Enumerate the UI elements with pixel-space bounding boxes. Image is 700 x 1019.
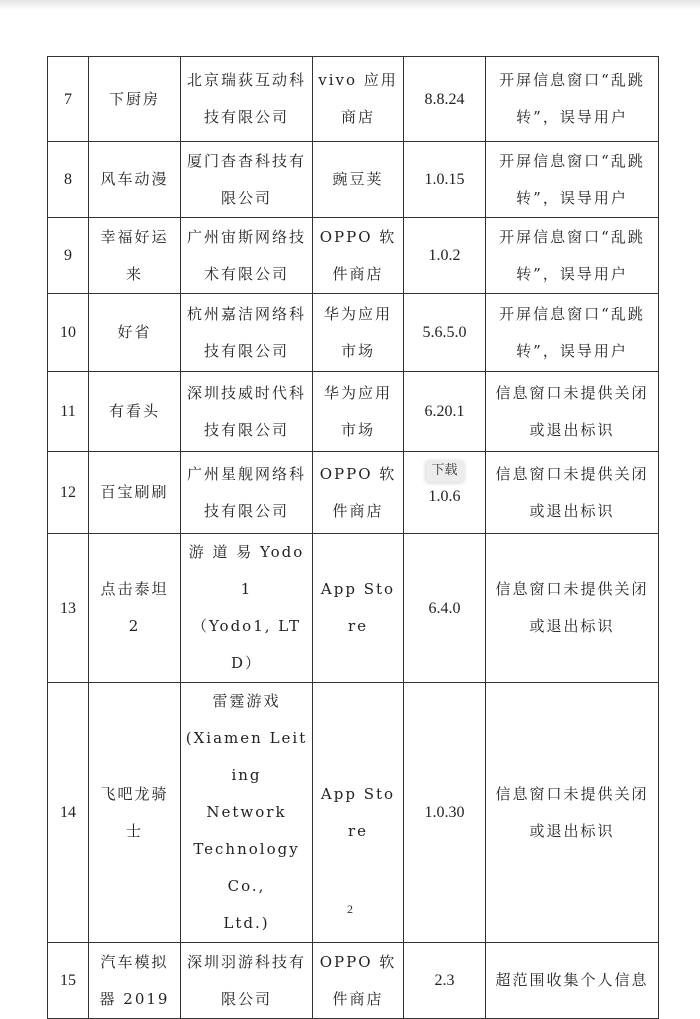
developer-name-line: 限公司 [220, 188, 272, 207]
app-store-line: 华为应用 [323, 383, 392, 402]
row-number: 8 [48, 142, 89, 218]
table-row [48, 294, 659, 372]
developer-name-line: 北京瑞荻互动科 [186, 71, 306, 89]
table-row [48, 372, 659, 452]
app-name-line: 器 2019 [99, 989, 170, 1008]
app-violation-table [47, 56, 659, 1019]
app-store [313, 142, 404, 218]
app-name-line: 百宝刷刷 [100, 483, 169, 501]
developer-name-line: （Yodo1, LTD） [191, 617, 302, 672]
app-name [89, 534, 181, 683]
app-store-line: App Store [320, 784, 396, 840]
violation-issue-line: 开屏信息窗口“乱跳 [499, 151, 645, 170]
developer-name-line: Ltd.) [223, 914, 270, 932]
developer-name-line: Technology Co., [193, 840, 300, 895]
app-store-line: OPPO 软 [319, 464, 397, 483]
app-name [89, 943, 181, 1019]
developer-name-line: 技有限公司 [203, 108, 289, 126]
app-store-line: App Store [320, 580, 396, 635]
table-row [48, 57, 659, 142]
app-name [89, 294, 181, 372]
viewer-top-shadow [0, 0, 700, 10]
app-store [313, 452, 404, 534]
app-store [313, 372, 404, 452]
app-name [89, 142, 181, 218]
row-number: 15 [48, 943, 89, 1019]
app-store-line: 豌豆荚 [332, 170, 384, 188]
app-name [89, 218, 181, 294]
app-store [313, 534, 404, 683]
app-version-text: 1.0.6 [428, 488, 461, 505]
page-number: 2 [347, 902, 353, 916]
table-row [48, 943, 659, 1019]
developer-name-line: 技有限公司 [203, 420, 289, 439]
app-store-line: 市场 [340, 341, 375, 360]
app-store [313, 943, 404, 1019]
app-version: 6.4.0 [404, 534, 486, 683]
violation-issue [486, 294, 659, 372]
violation-issue [486, 142, 659, 218]
violation-issue [486, 534, 659, 683]
app-version: 2.3 [404, 943, 486, 1019]
app-store-line: 件商店 [332, 989, 384, 1008]
violation-issue [486, 372, 659, 452]
app-name-line: 有看头 [108, 402, 160, 420]
app-name-line: 好省 [117, 323, 152, 341]
developer-name-line: (Xiamen Leiting [185, 729, 308, 784]
developer-name-line: 技有限公司 [203, 501, 289, 520]
app-store-line: OPPO 软 [319, 227, 397, 246]
violation-issue [486, 57, 659, 142]
app-name-line: 点击泰坦 2 [100, 580, 169, 635]
app-version [404, 452, 486, 534]
app-version: 5.6.5.0 [404, 294, 486, 372]
violation-issue-line: 开屏信息窗口“乱跳 [499, 71, 645, 89]
download-button[interactable]: 下载 [425, 460, 463, 482]
row-number: 7 [48, 57, 89, 142]
developer-name-line: Network [206, 803, 287, 821]
violation-issue-line: 信息窗口未提供关闭 [495, 464, 649, 483]
row-number: 14 [48, 683, 89, 943]
row-number: 9 [48, 218, 89, 294]
app-version: 1.0.30 [404, 683, 486, 943]
app-name-line: 下厨房 [108, 89, 160, 108]
developer-name-line: 游 道 易 Yodo1 [188, 543, 305, 598]
developer-name [181, 943, 313, 1019]
violation-issue-line: 转”，误导用户 [516, 341, 628, 360]
app-version: 6.20.1 [404, 372, 486, 452]
row-number: 10 [48, 294, 89, 372]
developer-name-line: 术有限公司 [203, 264, 289, 283]
developer-name [181, 294, 313, 372]
violation-issue-line: 或退出标识 [529, 821, 615, 840]
app-version: 1.0.2 [404, 218, 486, 294]
developer-name-line: 深圳羽游科技有 [186, 952, 306, 971]
violation-issue [486, 943, 659, 1019]
app-name-line: 汽车模拟 [100, 952, 169, 971]
app-store [313, 57, 404, 142]
app-store-line: 华为应用 [323, 304, 392, 323]
app-name-line: 飞吧龙骑 [100, 784, 169, 803]
violation-issue-line: 转”，误导用户 [516, 188, 628, 207]
violation-issue-line: 信息窗口未提供关闭 [495, 580, 649, 598]
violation-issue-line: 转”，误导用户 [516, 264, 628, 283]
table-row [48, 218, 659, 294]
violation-issue [486, 218, 659, 294]
app-store [313, 294, 404, 372]
app-name-line: 来 [125, 264, 143, 283]
violation-issue-line: 转”，误导用户 [516, 108, 628, 126]
row-number: 12 [48, 452, 89, 534]
violation-issue-line: 信息窗口未提供关闭 [495, 383, 649, 402]
developer-name-line: 广州星舰网络科 [186, 464, 306, 483]
app-store-line: 商店 [340, 108, 375, 126]
app-name [89, 372, 181, 452]
app-name [89, 452, 181, 534]
app-version: 8.8.24 [404, 57, 486, 142]
app-name-line: 风车动漫 [100, 170, 169, 188]
table-row [48, 534, 659, 683]
row-number: 13 [48, 534, 89, 683]
app-store-line: vivo 应用 [318, 71, 398, 89]
app-store-line: OPPO 软 [319, 952, 397, 971]
table-body [48, 57, 659, 1019]
violation-issue-line: 开屏信息窗口“乱跳 [499, 227, 645, 246]
developer-name [181, 452, 313, 534]
developer-name [181, 534, 313, 683]
app-store-line: 市场 [340, 420, 375, 439]
app-store-line: 件商店 [332, 501, 384, 520]
table-row [48, 142, 659, 218]
developer-name-line: 限公司 [220, 989, 272, 1008]
violation-issue-line: 或退出标识 [529, 420, 615, 439]
developer-name [181, 142, 313, 218]
row-number: 11 [48, 372, 89, 452]
violation-issue-line: 或退出标识 [529, 501, 615, 520]
developer-name-line: 广州宙斯网络技 [186, 227, 306, 246]
app-name [89, 57, 181, 142]
developer-name [181, 372, 313, 452]
violation-issue [486, 452, 659, 534]
table-row [48, 452, 659, 534]
developer-name-line: 技有限公司 [203, 341, 289, 360]
app-store-line: 件商店 [332, 264, 384, 283]
developer-name [181, 218, 313, 294]
developer-name-line: 厦门杳杳科技有 [186, 151, 306, 170]
developer-name-line: 雷霆游戏 [212, 692, 281, 710]
app-name-line: 士 [125, 821, 143, 840]
developer-name-line: 杭州嘉洁网络科 [186, 304, 306, 323]
app-store [313, 218, 404, 294]
developer-name-line: 深圳技威时代科 [186, 383, 306, 402]
violation-issue-line: 或退出标识 [529, 617, 615, 635]
app-name-line: 幸福好运 [100, 227, 169, 246]
violation-issue-line: 信息窗口未提供关闭 [495, 784, 649, 803]
developer-name [181, 57, 313, 142]
app-version: 1.0.15 [404, 142, 486, 218]
violation-issue-line: 超范围收集个人信息 [495, 971, 649, 989]
violation-issue-line: 开屏信息窗口“乱跳 [499, 304, 645, 323]
